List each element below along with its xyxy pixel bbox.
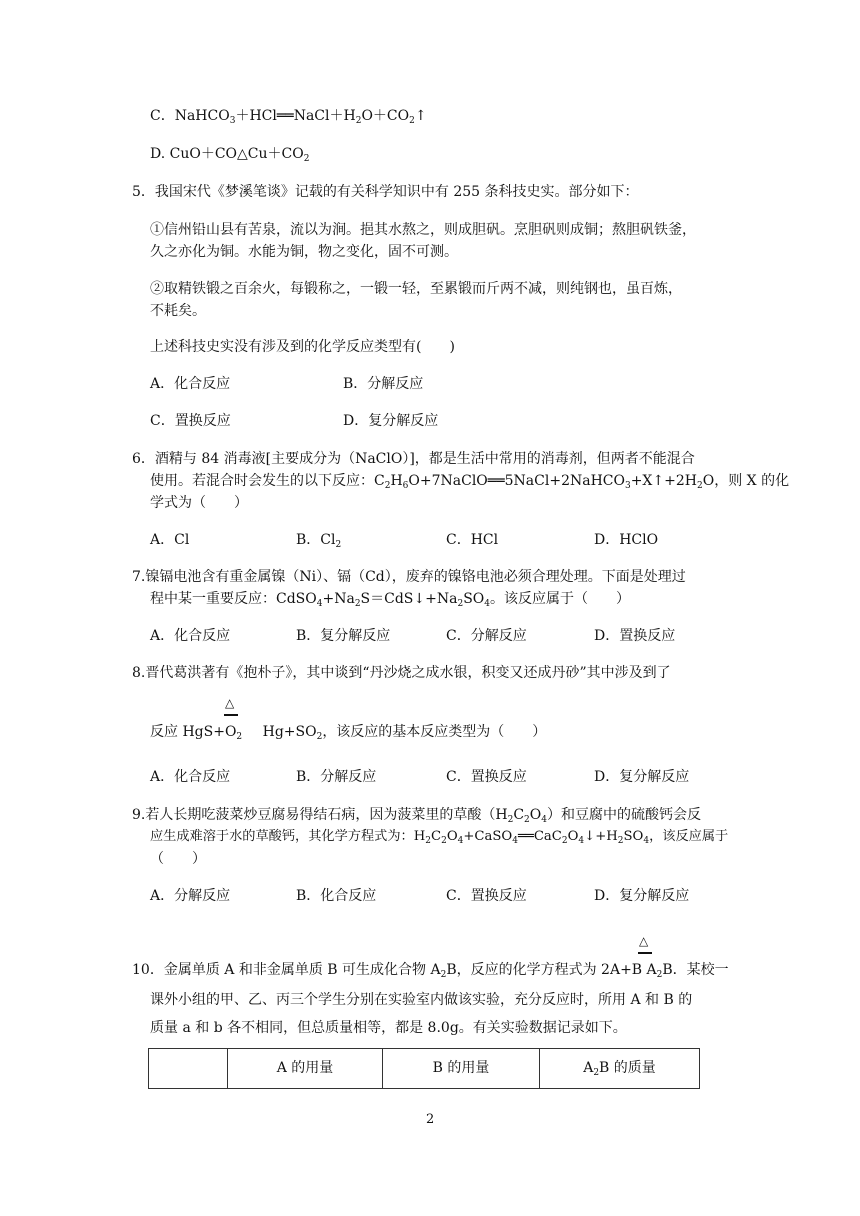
q5-option-d: D．复分解反应 — [343, 413, 439, 429]
q7-line-1: 7.镍镉电池含有重金属镍（Ni）、镉（Cd），废弃的镍铬电池必须合理处理。下面是处理过 — [132, 569, 686, 585]
q4-option-c: C．$NaHCO_3+HCl══NaCl+H_2O+CO_2↑$ — [150, 108, 427, 126]
table-header-product-mass: $A_2B$ 的质量 — [540, 1049, 700, 1089]
q8-option-d: D．复分解反应 — [594, 769, 690, 785]
q7-option-b: B．复分解反应 — [296, 628, 391, 644]
q10-line-1: 10．金属单质 A 和非金属单质 B 可生成化合物 $A_2B$，反应的化学方程式为 2A+B $A_2B$．某校一 — [132, 962, 729, 980]
q8-option-c: C．置换反应 — [446, 769, 527, 785]
q5-option-b: B．分解反应 — [343, 376, 424, 392]
table-header-b-amount: B 的用量 — [383, 1049, 540, 1089]
q7-option-d: D．置换反应 — [594, 628, 676, 644]
q10-reaction-bar — [638, 952, 652, 954]
q6-line-2: 使用。若混合时会发生的以下反应：$C_2H_6O+7NaClO══5NaCl+2NaHCO_3+X↑+2H_2O$，则 X 的化 — [150, 473, 790, 491]
q10-heat-symbol: △ — [639, 934, 649, 948]
q4-option-d: D. $CuO+CO\triangle Cu+CO_2$ — [150, 146, 310, 164]
q8-heat-symbol: △ — [225, 696, 235, 710]
q9-option-d: D．复分解反应 — [594, 888, 690, 904]
q9-line-1: 9.若人长期吃菠菜炒豆腐易得结石病，因为菠菜里的草酸$(H_2C_2O_4)$和豆腐中的硫酸钙会反 — [132, 807, 701, 825]
q8-line-2: 反应 $HgS+O_2$ $Hg+SO_2$，该反应的基本反应类型为（ ） — [150, 724, 547, 742]
q5-passage-2a: ②取精铁锻之百余火，每锻称之，一锻一轻，至累锻而斤两不减，则纯钢也，虽百炼， — [150, 281, 682, 297]
q6-line-1: 6．酒精与 84 消毒液[主要成分为（NaClO）]，都是生活中常用的消毒剂，但两者不能混合 — [132, 451, 695, 467]
q6-line-3: 学式为（ ） — [150, 495, 248, 511]
q7-line-2: 程中某一重要反应：$CdSO_4+Na_2S=CdS↓+Na_2SO_4$。该反应属于（ ） — [150, 591, 631, 609]
q9-option-b: B．化合反应 — [296, 888, 377, 904]
q6-option-b: B．$Cl_2$ — [296, 532, 342, 550]
q10-data-table — [148, 1048, 700, 1089]
q7-option-c: C．分解反应 — [446, 628, 527, 644]
q8-reaction-bar — [224, 714, 238, 716]
table-header-a-amount: A 的用量 — [228, 1049, 383, 1089]
q5-question: 上述科技史实没有涉及到的化学反应类型有( ) — [150, 339, 455, 355]
q5-option-c: C．置换反应 — [150, 413, 231, 429]
q10-line-2: 课外小组的甲、乙、丙三个学生分别在实验室内做该实验，充分反应时，所用 A 和 B 的 — [150, 992, 693, 1008]
q7-option-a: A．化合反应 — [150, 628, 231, 644]
q6-option-c: C．HCl — [446, 532, 499, 548]
page-number: 2 — [426, 1112, 435, 1127]
q8-line-1: 8.晋代葛洪著有《抱朴子》，其中谈到“丹沙烧之成水银，积变又还成丹砂”其中涉及到了 — [132, 665, 671, 681]
table-header-row — [149, 1049, 700, 1089]
q5-passage-2b: 不耗矣。 — [150, 303, 206, 319]
q10-line-3: 质量 a 和 b 各不相同，但总质量相等，都是 8.0g。有关实验数据记录如下。 — [150, 1020, 627, 1036]
q8-option-b: B．分解反应 — [296, 769, 377, 785]
q6-option-a: A．Cl — [150, 532, 190, 548]
q5-option-a: A．化合反应 — [150, 376, 231, 392]
q5-passage-1b: 久之亦化为铜。水能为铜，物之变化，固不可测。 — [150, 244, 458, 260]
q9-line-3: （ ） — [150, 851, 206, 867]
q5-stem: 5．我国宋代《梦溪笔谈》记载的有关科学知识中有 255 条科技史实。部分如下： — [132, 184, 639, 200]
q5-passage-1a: ①信州铅山县有苦泉，流以为涧。挹其水熬之，则成胆矾。烹胆矾则成铜；熬胆矾铁釜， — [150, 222, 696, 238]
q8-option-a: A．化合反应 — [150, 769, 231, 785]
q9-line-2: 应生成难溶于水的草酸钙，其化学方程式为：$H_2C_2O_4+CaSO_4══CaC_2O_4↓+H_2SO_4$，该反应属于 — [150, 829, 729, 846]
q9-option-c: C．置换反应 — [446, 888, 527, 904]
q6-option-d: D．HClO — [594, 532, 659, 548]
q9-option-a: A．分解反应 — [150, 888, 231, 904]
table-header-cell-empty — [149, 1049, 228, 1089]
